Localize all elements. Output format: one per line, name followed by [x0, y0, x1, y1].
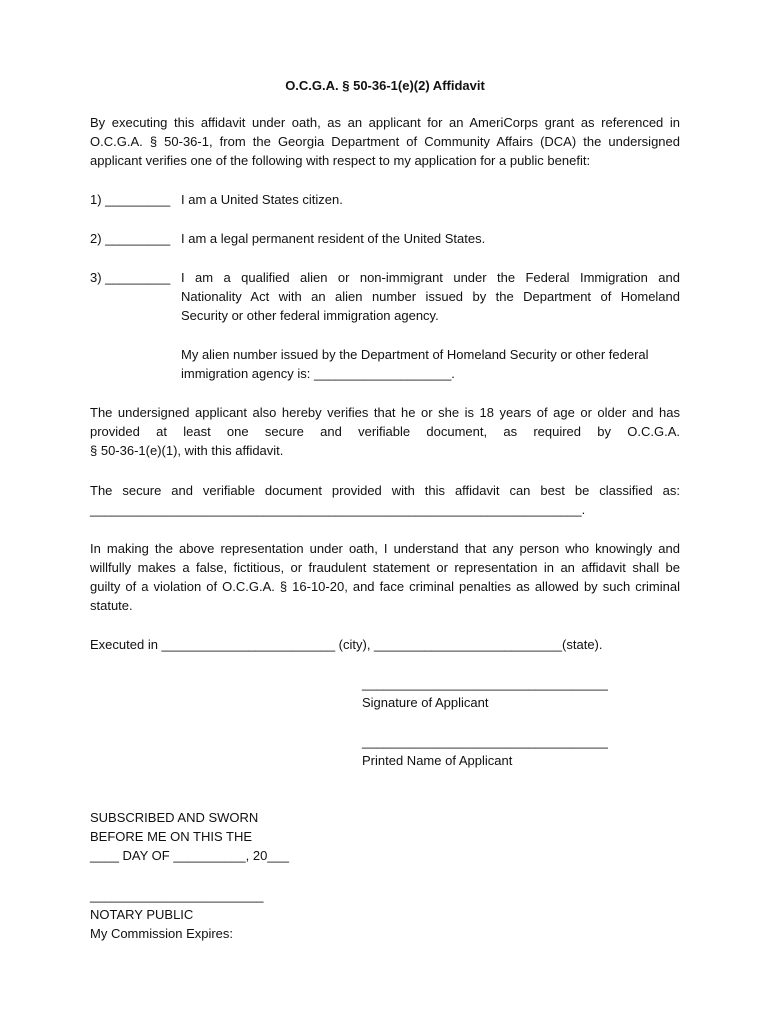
option-3-number: 3) _________ — [90, 270, 171, 285]
sworn-line: SUBSCRIBED AND SWORN — [90, 810, 259, 825]
executed-line: Executed in ________________________ (city), __________________________(state). — [90, 637, 603, 652]
notary-signature-line: ________________________ — [90, 888, 264, 903]
signature-line: __________________________________ — [362, 676, 608, 691]
printed-name-label: Printed Name of Applicant — [362, 753, 513, 768]
age-paragraph — [90, 403, 680, 460]
oath-line: guilty of a violation of O.C.G.A. § 16-10-20, and face criminal penalties as allowed by such criminal — [90, 579, 680, 594]
commission-label: My Commission Expires: — [90, 926, 234, 941]
sworn-line: ____ DAY OF __________, 20___ — [90, 848, 290, 863]
intro-line: By executing this affidavit under oath, as an applicant for an AmeriCorps grant as referenced in — [90, 115, 680, 130]
intro-line: O.C.G.A. § 50-36-1, from the Georgia Department of Community Affairs (DCA) the undersigned — [90, 134, 680, 149]
sworn-block — [90, 808, 289, 865]
age-line: provided at least one secure and verifiable document, as required by O.C.G.A. — [90, 424, 680, 439]
notary-block — [90, 886, 264, 943]
intro-line: applicant verifies one of the following with respect to my application for a public benefit: — [90, 153, 591, 168]
oath-line: willfully makes a false, fictitious, or fraudulent statement or representation in an affidavit shall be — [90, 560, 680, 575]
option-3-line: Nationality Act with an alien number issued by the Department of Homeland — [181, 289, 680, 304]
document-blank-line: ____________________________________________________________________. — [90, 502, 586, 517]
notary-label: NOTARY PUBLIC — [90, 907, 194, 922]
option-3-line: Security or other federal immigration agency. — [181, 308, 439, 323]
signature-label: Signature of Applicant — [362, 695, 489, 710]
oath-line: statute. — [90, 598, 133, 613]
alien-number-line: My alien number issued by the Department of Homeland Security or other federal — [181, 347, 649, 362]
age-line: § 50-36-1(e)(1), with this affidavit. — [90, 443, 284, 458]
document-paragraph — [90, 481, 680, 519]
alien-number-line: immigration agency is: ___________________. — [181, 366, 455, 381]
oath-line: In making the above representation under oath, I understand that any person who knowingly and — [90, 541, 680, 556]
option-2-number: 2) _________ — [90, 231, 171, 246]
page-title: O.C.G.A. § 50-36-1(e)(2) Affidavit — [285, 78, 485, 93]
option-3-text — [181, 268, 680, 325]
option-2-text: I am a legal permanent resident of the United States. — [181, 231, 486, 246]
age-line: The undersigned applicant also hereby verifies that he or she is 18 years of age or older and has — [90, 405, 680, 420]
document-line: The secure and verifiable document provided with this affidavit can best be classified as: — [90, 483, 680, 498]
option-3-line: I am a qualified alien or non-immigrant under the Federal Immigration and — [181, 270, 680, 285]
sworn-line: BEFORE ME ON THIS THE — [90, 829, 253, 844]
printed-name-line: __________________________________ — [362, 734, 608, 749]
option-1-text: I am a United States citizen. — [181, 192, 343, 207]
alien-number-paragraph — [181, 345, 680, 383]
intro-paragraph — [90, 113, 680, 170]
oath-paragraph — [90, 539, 680, 615]
option-1-number: 1) _________ — [90, 192, 171, 207]
